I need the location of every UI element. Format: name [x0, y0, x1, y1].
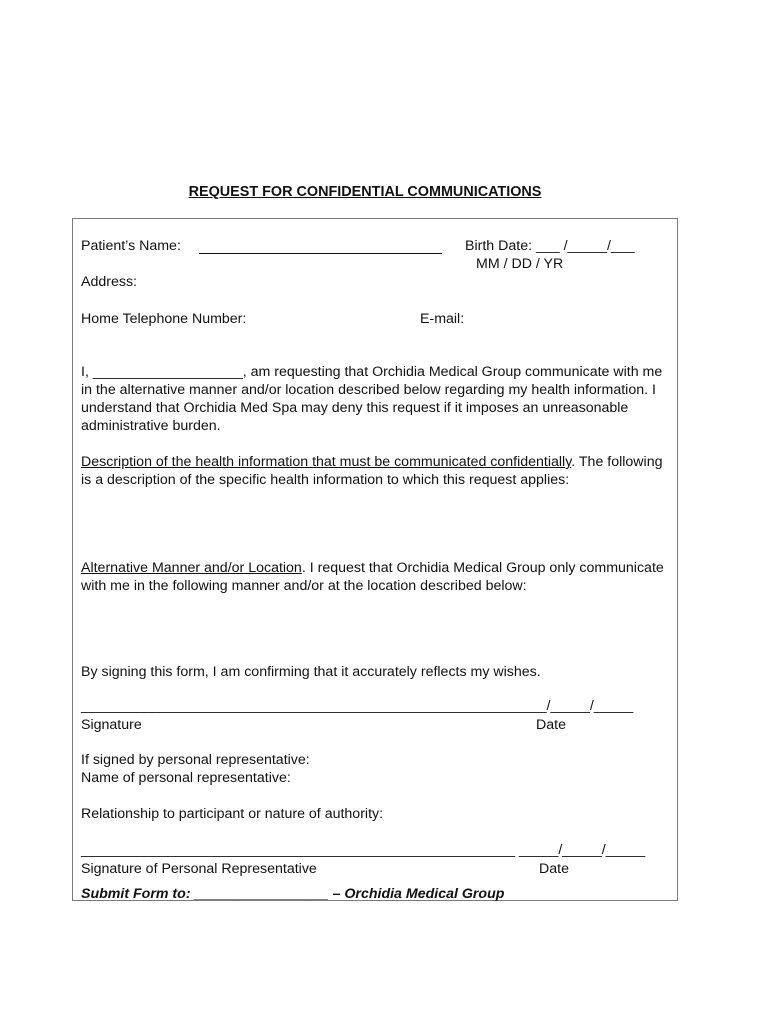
confirmation-text: By signing this form, I am confirming that it accurately reflects my wishes.	[81, 664, 541, 680]
email-label: E-mail:	[420, 311, 465, 327]
signature-line[interactable]: ___________________________________________________________/_____/_____	[81, 698, 634, 714]
description-text: . The following is a description of the specific health information to which this request applies:	[81, 454, 663, 488]
patient-name-field[interactable]	[199, 253, 442, 254]
form-title: REQUEST FOR CONFIDENTIAL COMMUNICATIONS	[188, 184, 542, 200]
alternative-heading: Alternative Manner and/or Location	[81, 560, 302, 576]
birth-date-format: MM / DD / YR	[476, 256, 564, 272]
submit-form-line: Submit Form to: _________________ – Orchidia Medical Group	[81, 886, 505, 902]
patient-name-label: Patient’s Name:	[81, 238, 181, 254]
signature-label: Signature	[81, 717, 142, 733]
description-heading: Description of the health information that must be communicated confidentially	[81, 454, 572, 470]
rep-signature-label: Signature of Personal Representative	[81, 861, 317, 877]
description-section	[81, 453, 671, 489]
address-label: Address:	[81, 274, 137, 290]
rep-signed-label: If signed by personal representative:	[81, 752, 310, 768]
birth-date-label[interactable]: Birth Date: ___ /_____/___	[465, 238, 635, 254]
rep-signature-line[interactable]: _______________________________________________________ _____/_____/_____	[81, 842, 646, 858]
request-statement: I, ___________________, am requesting that Orchidia Medical Group communicate with me in the alternative manner and/or location described below regarding my health information. I understand that Orchidia Med Spa may deny this request if it imposes an unreasonable administrative burden.	[81, 364, 663, 434]
rep-date-label: Date	[539, 861, 569, 877]
alternative-section	[81, 559, 671, 595]
home-phone-label: Home Telephone Number:	[81, 311, 247, 327]
signature-date-label: Date	[536, 717, 566, 733]
alternative-text: . I request that Orchidia Medical Group only communicate with me in the following manner and/or at the location described below:	[81, 560, 664, 594]
rep-name-label: Name of personal representative:	[81, 770, 291, 786]
relationship-label: Relationship to participant or nature of authority:	[81, 806, 384, 822]
